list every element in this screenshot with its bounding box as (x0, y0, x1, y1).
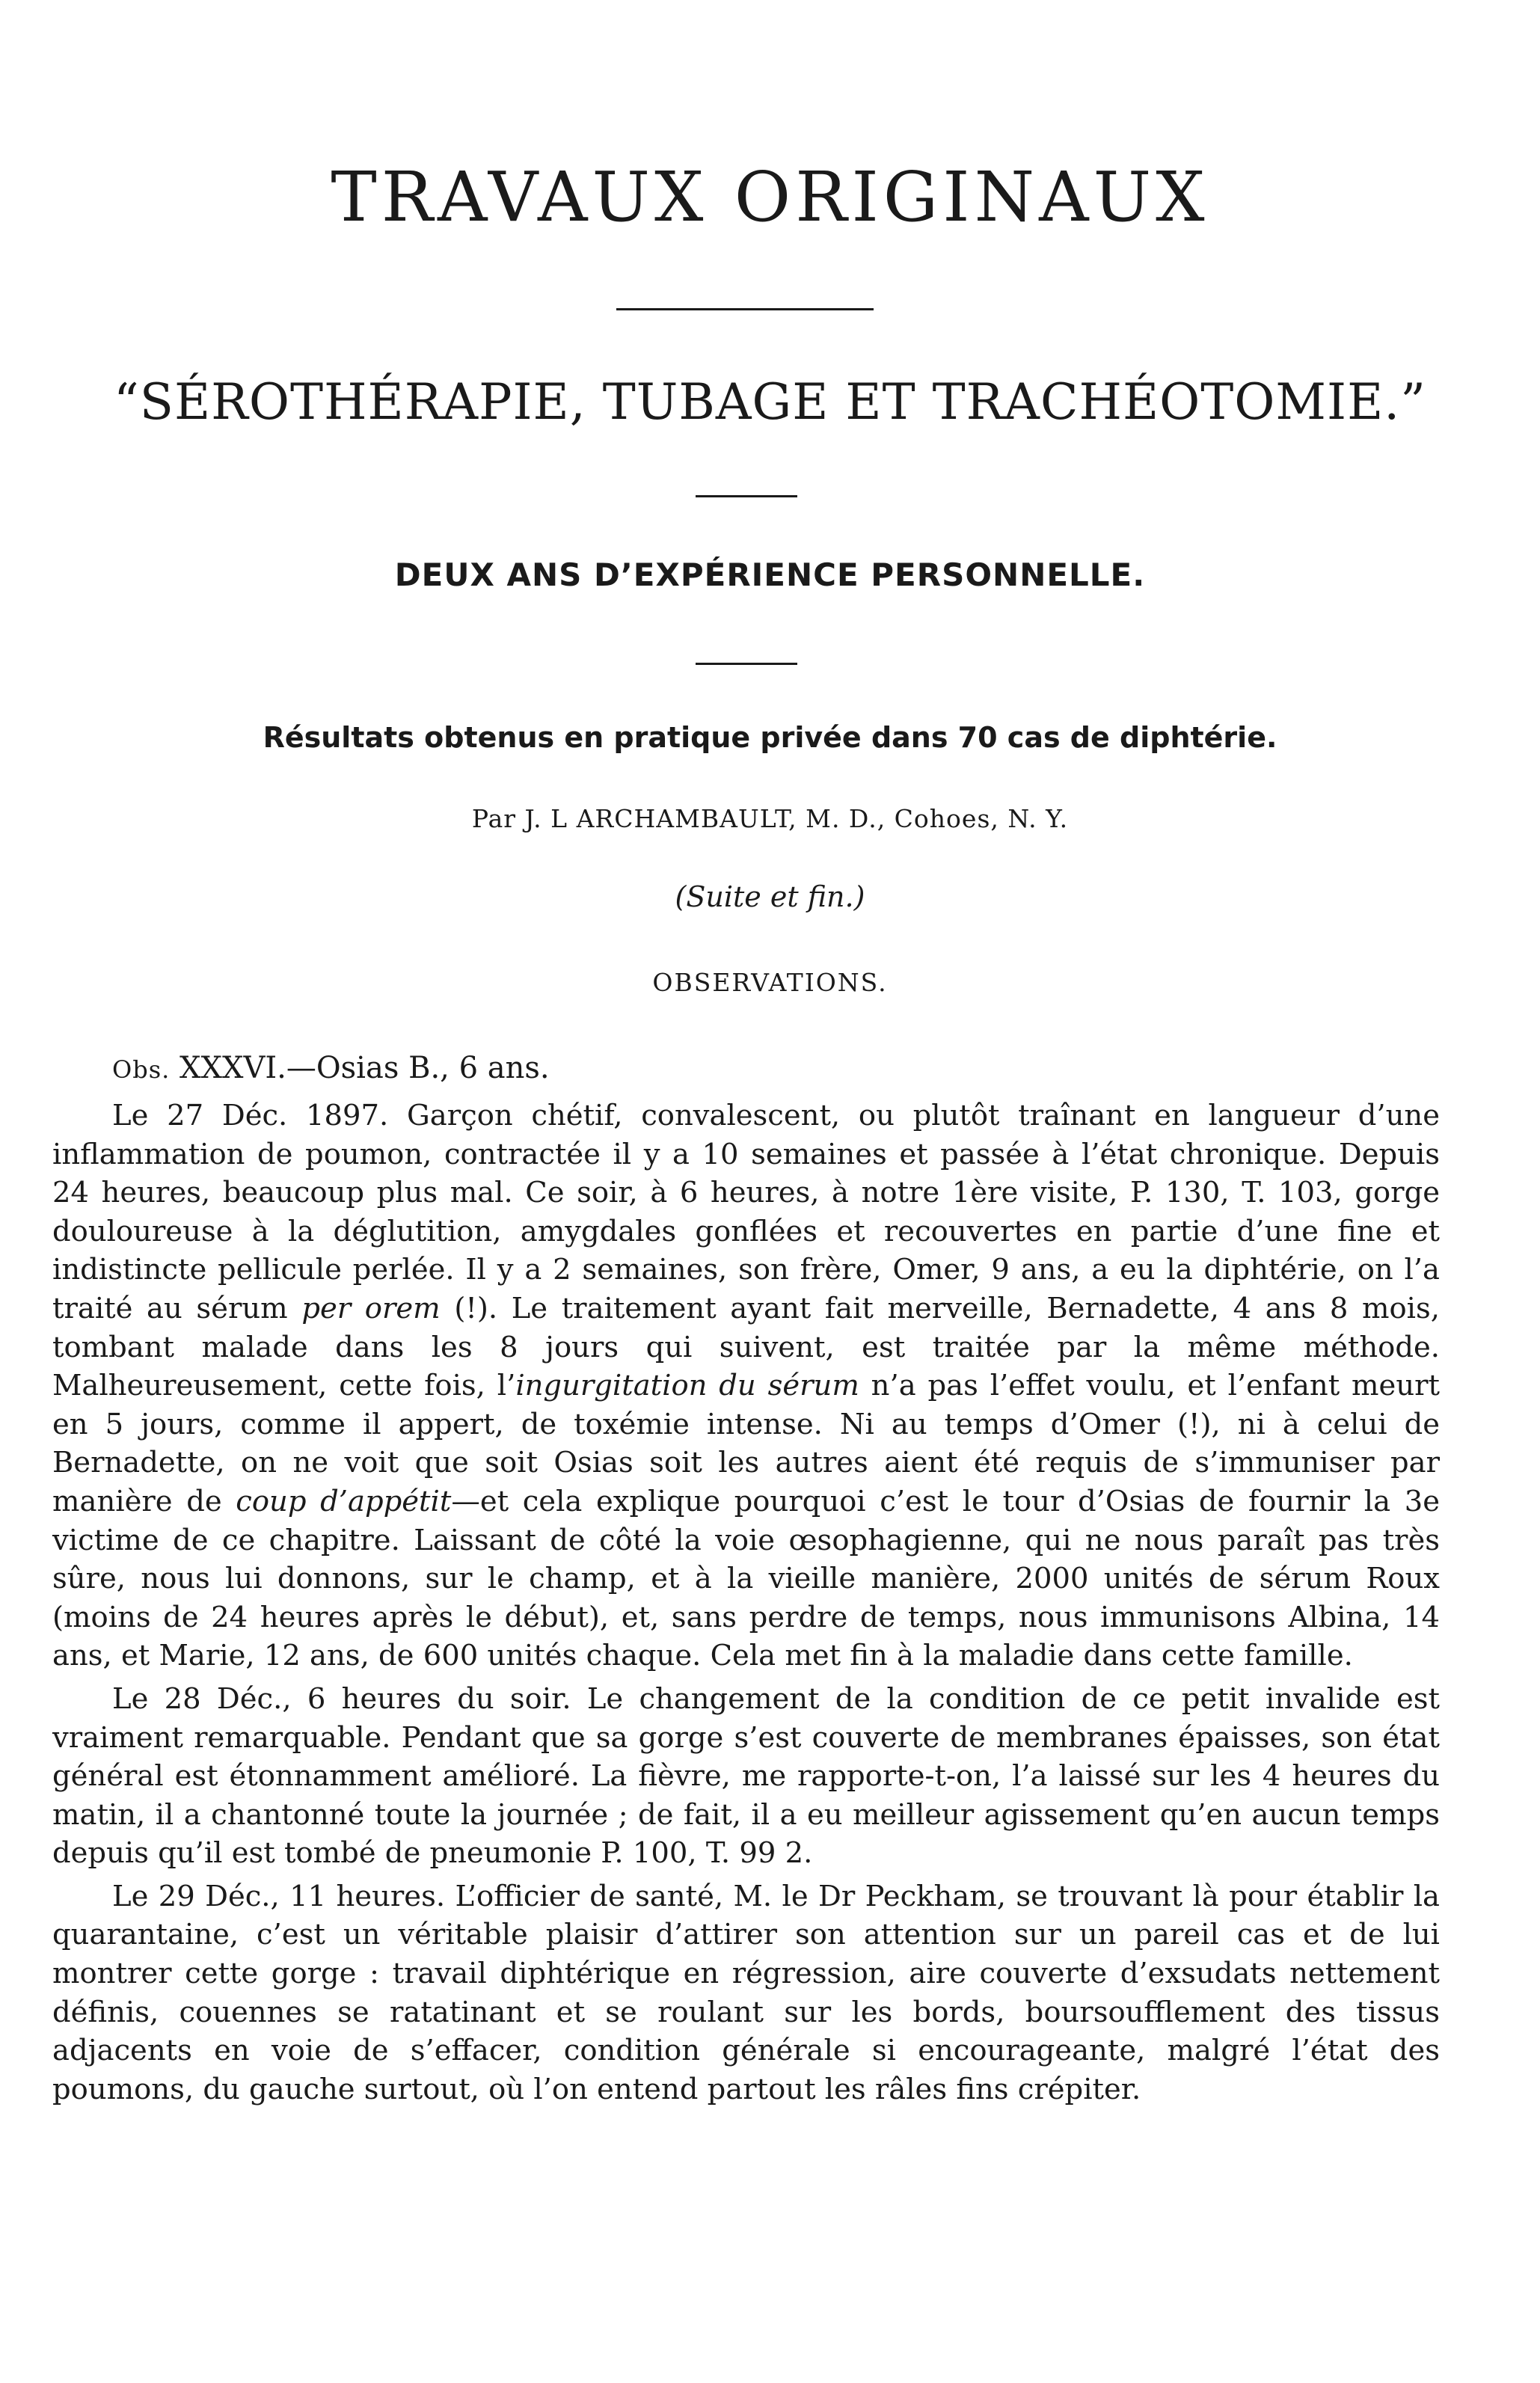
journal-section-title: TRAVAUX ORIGINAUX (331, 157, 1209, 237)
article-subtitle: DEUX ANS D’EXPÉRIENCE PERSONNELLE. (394, 556, 1146, 593)
divider-rule (616, 308, 874, 310)
paragraph-text: n’a pas l’effet voulu, et l’enfant meurt en 5 jours, comme il appert, de toxémie intense. Ni au temps d’Omer (!), ni à celui de Bernadette, on ne voit que soit Osias soit les autres aient été requis de s’immuniser par manière de (52, 1369, 1440, 1518)
observation-patient: XXXVI.—Osias B., 6 ans. (180, 1051, 550, 1085)
divider-rule (696, 495, 797, 497)
author-byline: Par J. L ARCHAMBAULT, M. D., Cohoes, N. Y. (471, 804, 1069, 833)
italic-phrase: ingurgitation du sérum (515, 1369, 859, 1403)
continuation-note: (Suite et fin.) (675, 880, 865, 913)
divider-rule (696, 663, 797, 665)
paragraph-dec-28: Le 28 Déc., 6 heures du soir. Le changement de la condition de ce petit invalide est vraiment remarquable. Pendant que sa gorge s’est couverte de membranes épaisses, son état général est étonnamment amélioré. La fièvre, me rapporte-t-on, l’a laissé sur les 4 heures du matin, il a chantonné toute la journée ; de fait, il a eu meilleur agissement qu’en aucun temps depuis qu’il est tombé de pneumonie P. 100, T. 99 2. (52, 1681, 1440, 1871)
paragraph-text: —et cela explique pourquoi c’est le tour d’Osias de fournir la 3e victime de ce chapitre. Laissant de côté la voie œsophagienne, qui ne nous paraît pas très sûre, nous lui donnons, sur le champ, et à la vieille manière, 2000 unités de sérum Roux (moins de 24 heures après le début), et, sans perdre de temps, nous immunisons Albina, 14 ans, et Marie, 12 ans, de 600 unités chaque. Cela met fin à la maladie dans cette famille. (52, 1484, 1440, 1673)
italic-phrase: per orem (301, 1291, 441, 1325)
paragraph-text: Le 27 Déc. 1897. Garçon chétif, convalescent, ou plutôt traînant en langueur d’une inflammation de poumon, contractée il y a 10 semaines et passée à l’état chronique. Depuis 24 heures, beaucoup plus mal. Ce soir, à 6 heures, à notre 1ère visite, P. 130, T. 103, gorge douloureuse à la déglutition, amygdales gonflées et recouvertes en partie d’une fine et indistincte pellicule perlée. Il y a 2 semaines, son frère, Omer, 9 ans, a eu la diphtérie, on l’a traité au sérum (52, 1099, 1440, 1325)
paragraph-dec-27 (52, 1097, 1440, 1675)
observation-heading (112, 1053, 550, 1083)
observation-label: Obs. (112, 1055, 171, 1084)
section-heading: OBSERVATIONS. (652, 968, 888, 997)
italic-phrase: coup d’appétit (236, 1484, 452, 1518)
article-title: “SÉROTHÉRAPIE, TUBAGE ET TRACHÉOTOMIE.” (114, 373, 1426, 431)
paragraph-dec-29: Le 29 Déc., 11 heures. L’officier de santé, M. le Dr Peckham, se trouvant là pour établir la quarantaine, c’est un véritable plaisir d’attirer son attention sur un pareil cas et de lui montrer cette gorge : travail diphtérique en régression, aire couverte d’exsudats nettement définis, couennes se ratatinant et se roulant sur les bords, boursoufflement des tissus adjacents en voie de s’effacer, condition générale si encourageante, malgré l’état des poumons, du gauche surtout, où l’on entend partout les râles fins crépiter. (52, 1879, 1440, 2106)
results-summary: Résultats obtenus en pratique privée dans 70 cas de diphtérie. (263, 721, 1277, 754)
observation-body (52, 1097, 1440, 2108)
paragraph-text: (!). Le traitement ayant fait merveille, Bernadette, 4 ans 8 mois, tombant malade dans les 8 jours qui suivent, est traitée par la même méthode. Malheureusement, cette fois, l’ (52, 1291, 1440, 1403)
